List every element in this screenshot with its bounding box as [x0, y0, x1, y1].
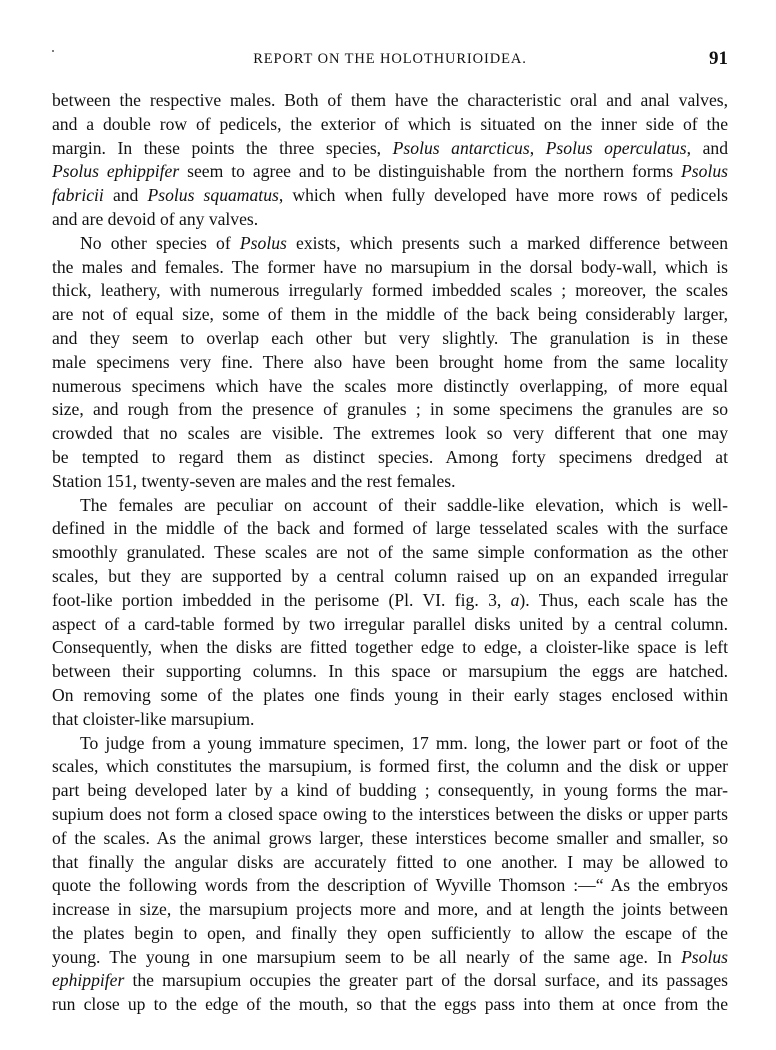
- body-text: [52, 89, 728, 1017]
- text-run: thick, leathery, with numerous irregularly formed imbedded scales ; moreover, the scales: [52, 280, 728, 301]
- text-line: [52, 470, 728, 494]
- text-line: [52, 279, 728, 303]
- text-run: of the scales. As the animal grows larger, these interstices become smaller and smaller, so: [52, 827, 728, 848]
- text-run: supium does not form a closed space owing to the interstices between the disks or upper parts: [52, 803, 728, 824]
- paragraph: [52, 89, 728, 232]
- italic-term: Psolus operculatus: [545, 137, 687, 158]
- text-run: be tempted to regard them as distinct species. Among forty specimens dredged at: [52, 446, 728, 467]
- text-run: On removing some of the plates one finds young in their early stages enclosed within: [52, 684, 728, 705]
- italic-term: a: [510, 589, 520, 610]
- text-line: [52, 922, 728, 946]
- italic-term: Psolus: [681, 946, 728, 967]
- text-line: [52, 422, 728, 446]
- text-run: that finally the angular disks are accurately fitted to one another. I may be allowed to: [52, 851, 728, 872]
- text-line: [52, 851, 728, 875]
- text-line: [52, 779, 728, 803]
- text-run: aspect of a card-table formed by two irregular parallel disks united by a central column.: [52, 613, 728, 634]
- paragraph: [52, 232, 728, 494]
- text-run: are not of equal size, some of them in the middle of the back being considerably larger,: [52, 304, 728, 325]
- text-run: seem to agree and to be distinguishable from the northern forms: [179, 161, 682, 182]
- text-run: quote the following words from the description of Wyville Thomson :—“ As the embryos: [52, 875, 728, 896]
- text-line: [52, 565, 728, 589]
- page-number: 91: [709, 48, 728, 69]
- text-line: [52, 327, 728, 351]
- text-line: [52, 660, 728, 684]
- text-run: foot-like portion imbedded in the perisome (Pl. VI. fig. 3,: [52, 589, 511, 610]
- text-line: [52, 589, 728, 613]
- text-line: [52, 303, 728, 327]
- text-line: [52, 494, 728, 518]
- text-line: [52, 636, 728, 660]
- text-run: exists, which presents such a marked difference between: [286, 232, 728, 253]
- text-run: scales, but they are supported by a central column raised up on an expanded irregular: [52, 565, 728, 586]
- text-line: [52, 208, 728, 232]
- text-run: part being developed later by a kind of budding ; consequently, in young forms the mar-: [52, 780, 728, 801]
- text-run: increase in size, the marsupium projects more and more, and at length the joints between: [52, 899, 728, 920]
- text-run: crowded that no scales are visible. The extremes look so very different that one may: [52, 423, 728, 444]
- text-line: [52, 898, 728, 922]
- text-run: and they seem to overlap each other but very slightly. The granulation is in these: [52, 327, 728, 348]
- text-run: the marsupium occupies the greater part of the dorsal surface, and its passages: [124, 970, 728, 991]
- text-line: [52, 375, 728, 399]
- text-run: ,: [529, 137, 546, 158]
- text-run: , which when fully developed have more rows of pedicels: [278, 185, 728, 206]
- text-line: [52, 256, 728, 280]
- italic-term: Psolus antarcticus: [392, 137, 530, 158]
- text-run: run close up to the edge of the mouth, so that the eggs pass into them at once from the: [52, 994, 728, 1015]
- text-line: [52, 137, 728, 161]
- text-run: between the respective males. Both of them have the characteristic oral and anal valves,: [52, 90, 728, 110]
- paragraph: [52, 732, 728, 1018]
- text-run: scales, which constitutes the marsupium, is formed first, the column and the disk or upper: [52, 756, 728, 777]
- text-line: [52, 684, 728, 708]
- text-line: [52, 874, 728, 898]
- text-run: margin. In these points the three species,: [52, 137, 393, 158]
- running-title: REPORT ON THE HOLOTHURIOIDEA.: [253, 51, 527, 67]
- text-line: [52, 755, 728, 779]
- text-run: and are devoid of any valves.: [52, 208, 259, 229]
- text-run: and: [103, 185, 148, 206]
- italic-term: Psolus ephippifer: [52, 161, 180, 182]
- text-line: [52, 398, 728, 422]
- text-line: [52, 993, 728, 1017]
- italic-term: fabricii: [52, 185, 104, 206]
- text-line: [52, 160, 728, 184]
- text-line: [52, 517, 728, 541]
- text-run: and a double row of pedicels, the exterior of which is situated on the inner side of the: [52, 113, 728, 134]
- text-line: [52, 827, 728, 851]
- text-line: [52, 803, 728, 827]
- text-run: The females are peculiar on account of their saddle-like elevation, which is well-: [80, 494, 728, 515]
- text-run: the males and females. The former have no marsupium in the dorsal body-wall, which is: [52, 256, 728, 277]
- text-line: [52, 969, 728, 993]
- page-header: [52, 48, 728, 72]
- text-line: [52, 89, 728, 113]
- text-run: numerous specimens which have the scales more distinctly overlapping, of more equal: [52, 375, 728, 396]
- text-line: [52, 232, 728, 256]
- text-run: Consequently, when the disks are fitted together edge to edge, a cloister-like space is left: [52, 637, 728, 658]
- italic-term: ephippifer: [52, 970, 125, 991]
- text-line: [52, 708, 728, 732]
- text-run: To judge from a young immature specimen, 17 mm. long, the lower part or foot of the: [80, 732, 728, 753]
- text-line: [52, 113, 728, 137]
- text-line: [52, 351, 728, 375]
- text-run: defined in the middle of the back and formed of large tesselated scales with the surface: [52, 518, 728, 539]
- text-line: [52, 613, 728, 637]
- text-run: between their supporting columns. In this space or marsupium the eggs are hatched.: [52, 661, 728, 682]
- text-run: the plates begin to open, and finally they open sufficiently to allow the escape of the: [52, 922, 728, 943]
- paragraph: [52, 494, 728, 732]
- text-run: ). Thus, each scale has the: [519, 589, 728, 610]
- text-run: Station 151, twenty-seven are males and the rest females.: [52, 470, 456, 491]
- italic-term: Psolus squamatus: [147, 185, 279, 206]
- text-line: [52, 446, 728, 470]
- italic-term: Psolus: [239, 232, 287, 253]
- text-line: [52, 732, 728, 756]
- italic-term: Psolus: [681, 161, 728, 182]
- text-run: young. The young in one marsupium seem to be all nearly of the same age. In: [52, 946, 682, 967]
- text-line: [52, 541, 728, 565]
- text-run: No other species of: [80, 232, 240, 253]
- text-run: that cloister-like marsupium.: [52, 708, 255, 729]
- text-line: [52, 184, 728, 208]
- text-run: male specimens very fine. There also have been brought home from the same locality: [52, 351, 728, 372]
- text-run: smoothly granulated. These scales are not of the same simple conformation as the other: [52, 542, 728, 563]
- text-run: size, and rough from the presence of granules ; in some specimens the granules are so: [52, 399, 728, 420]
- text-run: , and: [686, 137, 728, 158]
- text-line: [52, 946, 728, 970]
